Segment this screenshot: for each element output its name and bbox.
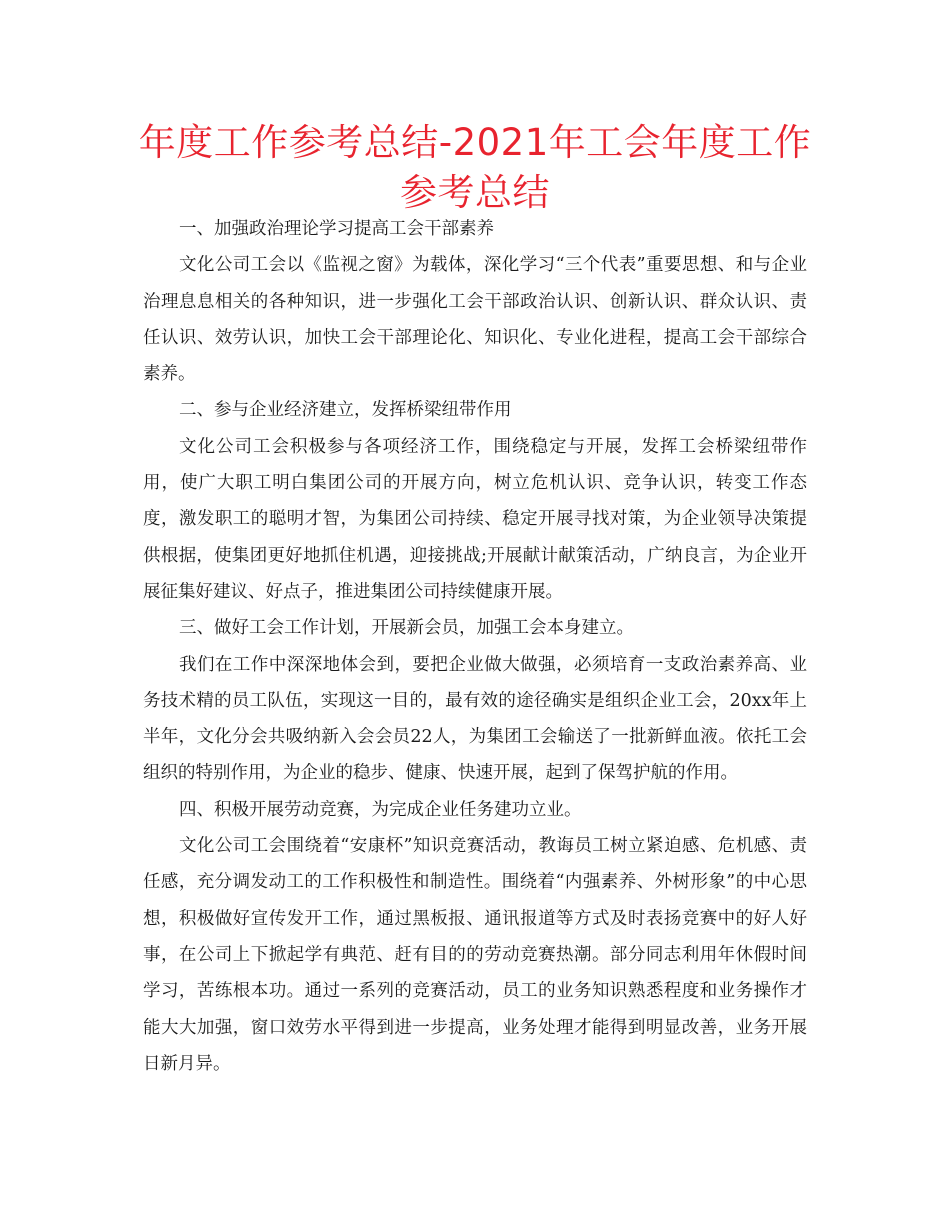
section-heading-3: 三、做好工会工作计划，开展新会员，加强工会本身建立。 — [179, 618, 634, 639]
section-heading-2: 二、参与企业经济建立，发挥桥梁纽带作用 — [179, 400, 512, 421]
document-body — [143, 211, 807, 1082]
section-heading-1: 一、加强政治理论学习提高工会干部素养 — [179, 219, 494, 239]
body-paragraph-4: 文化公司工会围绕着“安康杯”知识竞赛活动，教诲员工树立紧迫感、危机感、责任感，充分调发动工的工作积极性和制造性。围绕着“内强素养、外树形象”的中心思想，积极做好宣传发开工作，通过黑板报、通讯报道等方式及时表扬竞赛中的好人好事，在公司上下掀起学有典范、赶有目的的劳动竞赛热潮。部分同志利用年休假时间学习，苦练根本功。通过一系列的竞赛活动，员工的业务知识熟悉程度和业务操作才能大大加强，窗口效劳水平得到进一步提高，业务处理才能得到明显改善，业务开展日新月异。 — [143, 836, 807, 1074]
body-paragraph-3: 我们在工作中深深地体会到，要把企业做大做强，必须培育一支政治素养高、业务技术精的员工队伍，实现这一目的，最有效的途径确实是组织企业工会，20xx年上半年，文化分会共吸纳新入会会员22人，为集团工会输送了一批新鲜血液。依托工会组织的特别作用，为企业的稳步、健康、快速开展，起到了保驾护航的作用。 — [143, 654, 807, 784]
document-title: 年度工作参考总结-2021年工会年度工作参考总结 — [138, 121, 812, 214]
section-heading-4: 四、积极开展劳动竞赛，为完成企业任务建功立业。 — [179, 799, 582, 820]
body-paragraph-1: 文化公司工会以《监视之窗》为载体，深化学习“三个代表”重要思想、和与企业治理息息相关的各种知识，进一步强化工会干部政治认识、创新认识、群众认识、责任认识、效劳认识，加快工会干部理论化、知识化、专业化进程，提高工会干部综合素养。 — [143, 255, 807, 385]
body-paragraph-2: 文化公司工会积极参与各项经济工作，围绕稳定与开展，发挥工会桥梁纽带作用，使广大职工明白集团公司的开展方向，树立危机认识、竞争认识，转变工作态度，激发职工的聪明才智，为集团公司持续、稳定开展寻找对策，为企业领导决策提供根据，使集团更好地抓住机遇，迎接挑战;开展献计献策活动，广纳良言，为企业开展征集好建议、好点子，推进集团公司持续健康开展。 — [143, 436, 807, 602]
